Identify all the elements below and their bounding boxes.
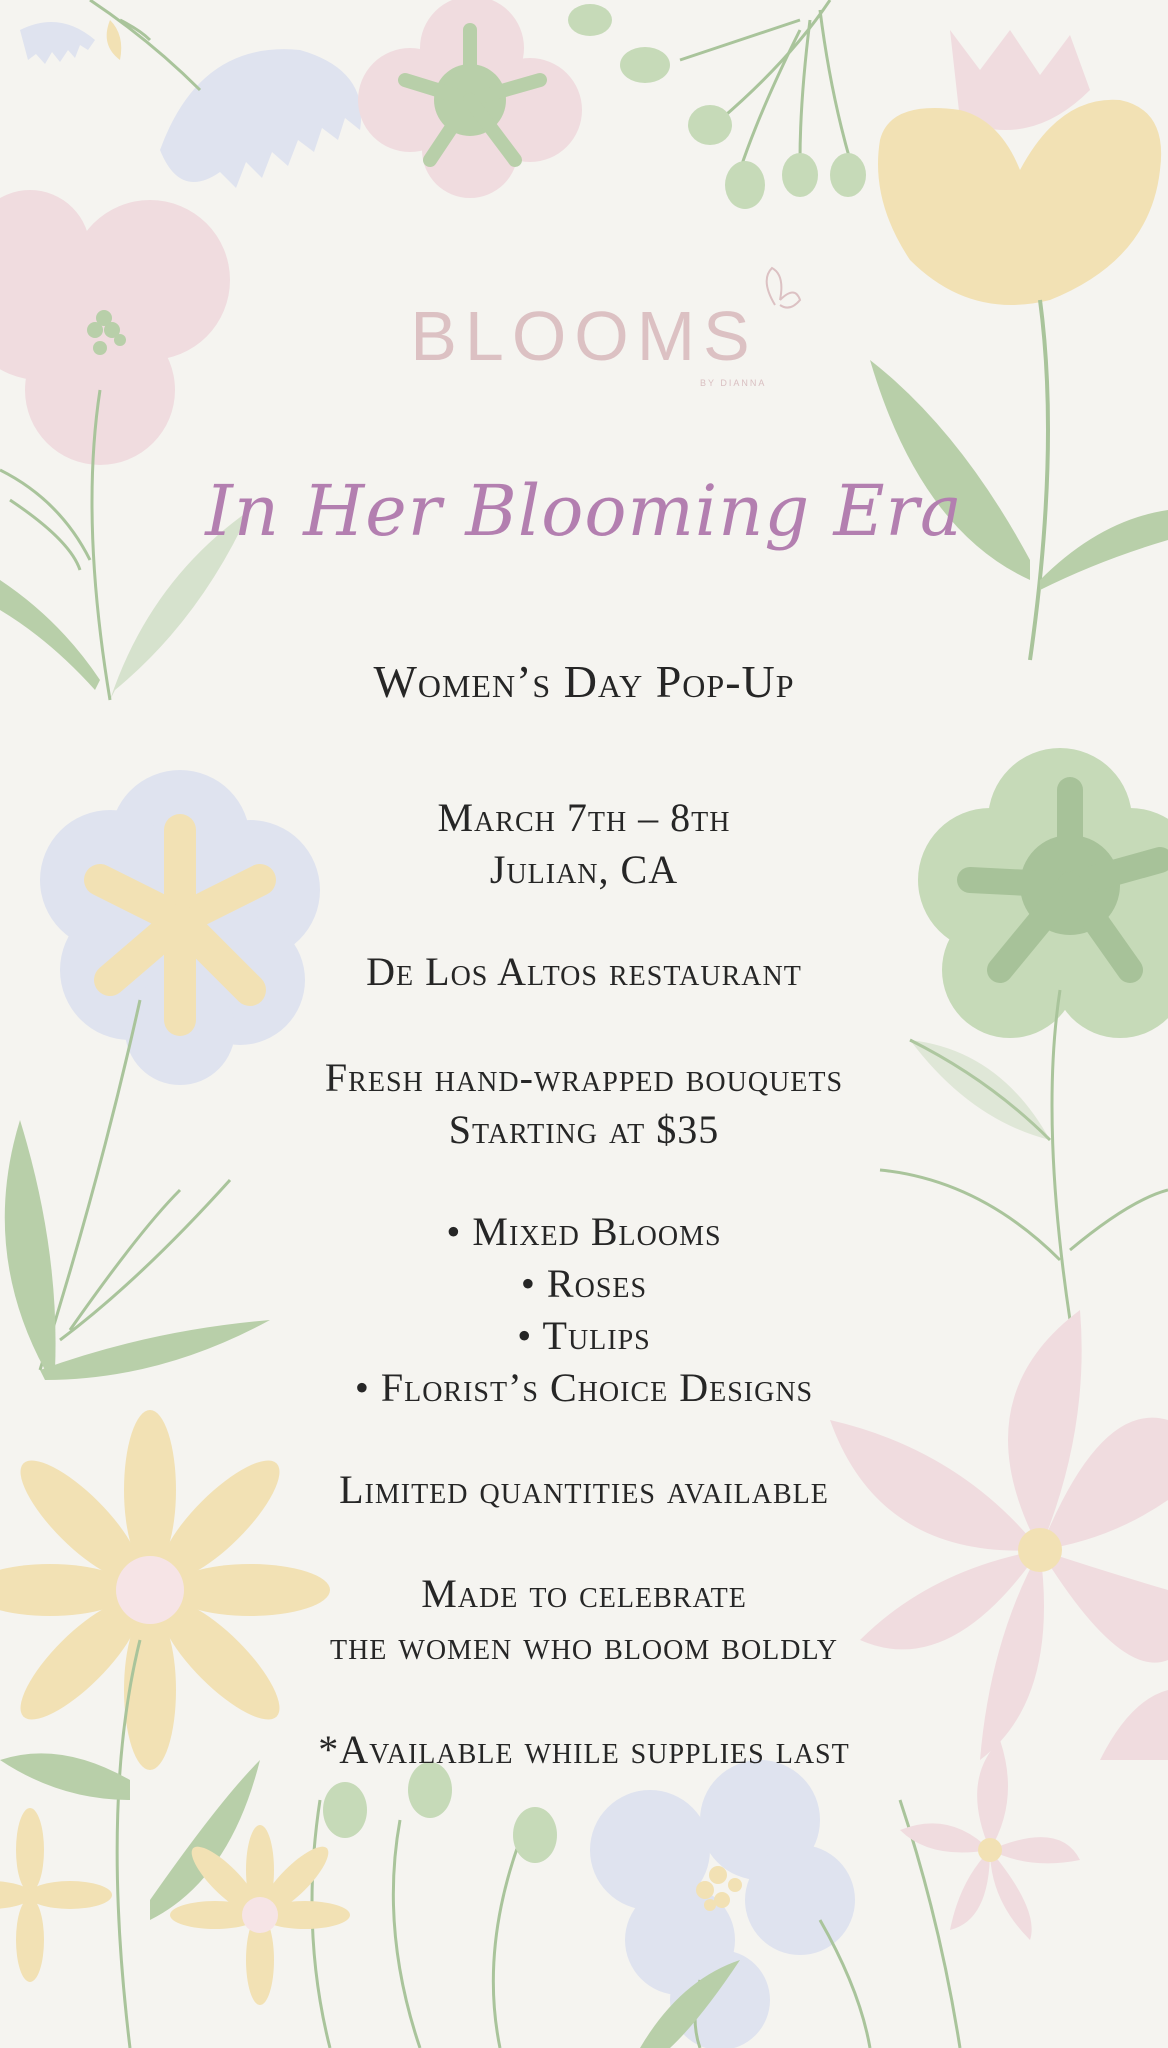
list-item: • Florist’s Choice Designs [354, 1365, 814, 1410]
list-item: • Tulips [517, 1313, 651, 1358]
script-title: In Her Blooming Era [205, 470, 963, 552]
brand-tagline: BY DIANNA [700, 378, 767, 388]
list-item: • Roses [520, 1261, 648, 1306]
offer-line2: Starting at $35 [448, 1107, 720, 1152]
celebrate-line2: the women who bloom boldly [329, 1623, 839, 1668]
footnote: *Available while supplies last [318, 1727, 850, 1772]
celebrate-line1: Made to celebrate [421, 1571, 747, 1616]
availability-note: Limited quantities available [339, 1467, 829, 1512]
event-location: Julian, CA [489, 847, 679, 892]
event-heading: Women’s Day Pop-Up [373, 656, 795, 707]
event-venue: De Los Altos restaurant [366, 949, 802, 994]
event-dates: March 7th – 8th [437, 795, 731, 840]
brand-logo: BLOOMS [410, 297, 758, 375]
list-item: • Mixed Blooms [446, 1209, 722, 1254]
offer-line1: Fresh hand-wrapped bouquets [324, 1055, 844, 1100]
